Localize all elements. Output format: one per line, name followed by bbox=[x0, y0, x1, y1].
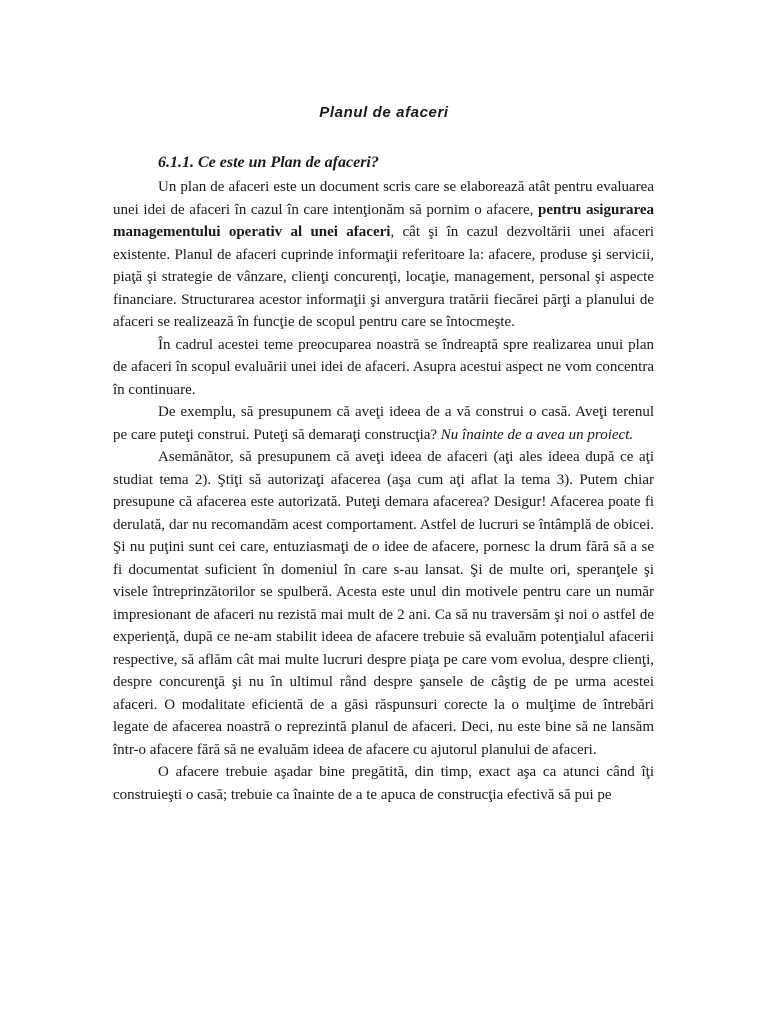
paragraph-1-text-a: Un plan de afaceri este un document scris care se elaborează atât pentru evaluarea unei idei de afaceri în cazul în care intenţionăm să pornim o afacere, bbox=[113, 179, 654, 218]
paragraph-1-bold: pentru asigurarea managementului operativ al unei afaceri bbox=[113, 201, 655, 240]
paragraph-1 bbox=[113, 176, 654, 334]
paragraph-5: O afacere trebuie aşadar bine pregătită, din timp, exact aşa ca atunci când îţi construieşti o casă; trebuie ca înainte de a te apuca de construcţia efectivă să pui pe bbox=[113, 764, 654, 803]
paragraph-3-text: De exemplu, să presupunem că aveţi ideea de a vă construi o casă. Aveţi terenul pe care puteţi construi. Puteţi să demaraţi construcţia? bbox=[113, 404, 654, 443]
paragraph-1-text-b: , cât şi în cazul dezvoltării unei afaceri existente. Planul de afaceri cuprinde informaţii referitoare la: afacere, produse şi servicii, piaţă şi strategie de vânzare, clienţi concurenţi, locaţie, management, personal şi aspecte financiare. Structurarea acestor informaţii şi anvergura tratării fiecărei părţi a planului de afaceri se realizează în funcţie de scopul pentru care se întocmeşte. bbox=[113, 224, 654, 330]
document-title: Planul de afaceri bbox=[319, 104, 449, 121]
paragraph-4: Asemănător, să presupunem că aveţi ideea de afaceri (aţi ales ideea după ce aţi studiat tema 2). Ştiţi să autorizaţi afacerea (aşa cum aţi aflat la tema 3). Putem chiar presupune că afacerea este autorizată. Puteţi demara afacerea? Desigur! Afacerea poate fi derulată, dar nu recomandăm acest comportament. Astfel de lucruri se întâmplă de obicei. Şi nu puţini sunt cei care, entuziasmaţi de o idee de afacere, pornesc la drum fără să a se fi documentat suficient în domeniul în care s-au lansat. Şi de multe ori, speranţele şi visele întreprinzătorilor se spulberă. Acesta este unul din motivele pentru care un număr impresionant de afaceri nu rezistă mai mult de 2 ani. Ca să nu traversăm şi noi o astfel de experienţă, după ce ne-am stabilit ideea de afacere trebuie să evaluăm potenţialul afacerii respective, să aflăm cât mai multe lucruri despre piaţa pe care vom evolua, despre clienţi, despre concurenţă şi nu în ultimul rând despre şansele de câştig de pe urma acestei afaceri. O modalitate eficientă de a găsi răspunsuri corecte la o mulţime de întrebări legate de afacerea noastră o reprezintă planul de afaceri. Deci, nu este bine să ne lansăm într-o afacere fără să ne evaluăm ideea de afacere cu ajutorul planului de afaceri. bbox=[113, 449, 654, 758]
section-heading: 6.1.1. Ce este un Plan de afaceri? bbox=[158, 154, 379, 171]
document-body bbox=[113, 176, 654, 806]
paragraph-3 bbox=[113, 401, 654, 446]
paragraph-2: În cadrul acestei teme preocuparea noastră se îndreaptă spre realizarea unui plan de afaceri în scopul evaluării unei idei de afaceri. Asupra acestui aspect ne vom concentra în continuare. bbox=[113, 336, 654, 398]
paragraph-3-italic: Nu înainte de a avea un proiect. bbox=[440, 426, 634, 443]
